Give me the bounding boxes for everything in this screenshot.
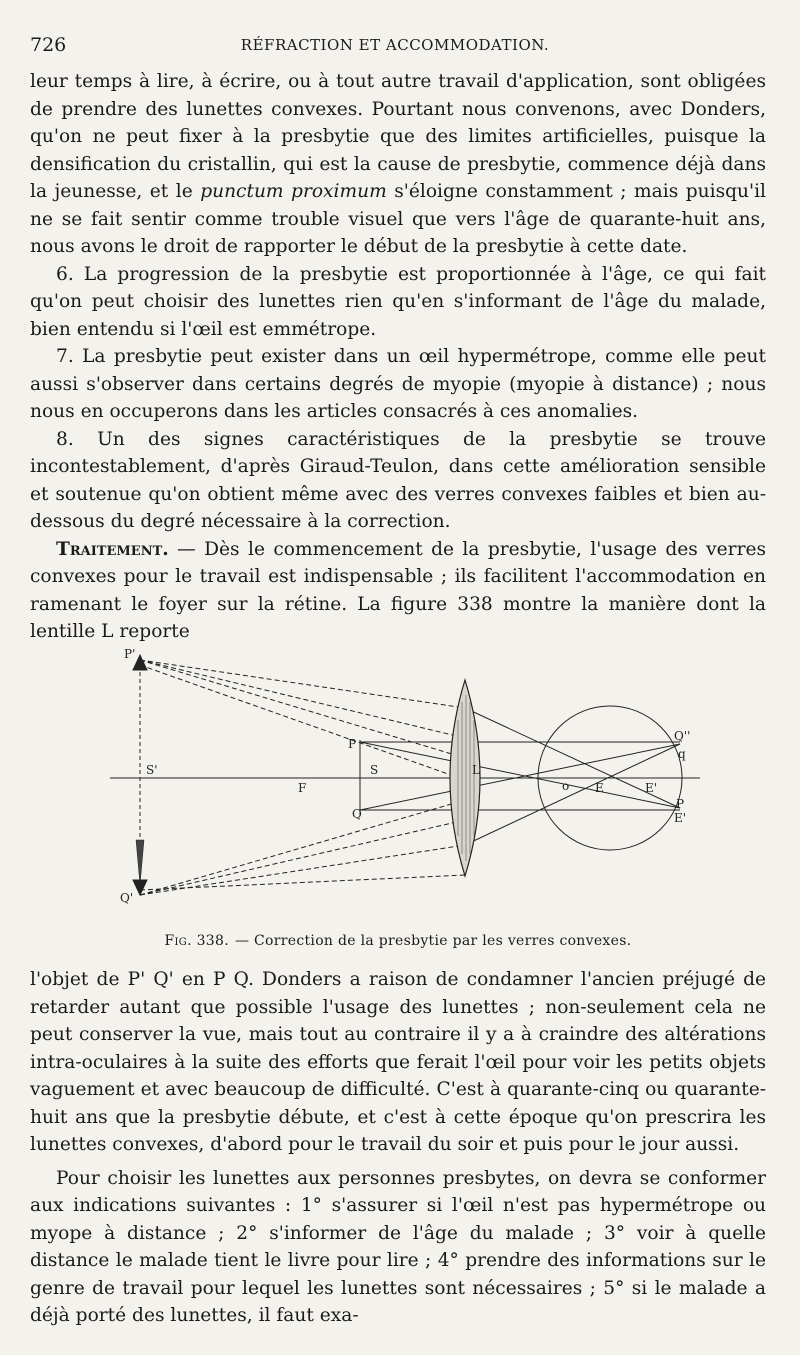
label-E1: E' xyxy=(645,781,658,795)
italic-term: punctum proximum xyxy=(200,181,387,202)
ray xyxy=(140,800,465,895)
traitement-text: — Dès le commencement de la presbytie, l'usage des verres convexes pour le travail est indispensable ; ils facilitent l'accommodation en ramenant le foyer sur la rétine. La figure 338 montre la manière dont la lentille L reporte xyxy=(30,538,766,642)
figure-number: Fig. 338. xyxy=(164,933,229,949)
label-q: q xyxy=(678,747,686,761)
label-P: P xyxy=(348,737,357,751)
label-F: F xyxy=(298,781,307,795)
caption-text: — Correction de la presbytie par les verres convexes. xyxy=(234,933,632,949)
paragraph-7: 7. La presbytie peut exister dans un œil hypermétrope, comme elle peut aussi s'observer dans certains degrés de myopie (myopie à distance) ; nous nous en occuperons dans les articles consacrés à ces anomalies. xyxy=(30,346,766,422)
label-O: o xyxy=(562,779,570,793)
label-P2: P xyxy=(676,797,685,811)
para-a-text: leur temps à lire, à écrire, ou à tout autre travail d'application, sont obligées de prendre des lunettes convexes. Pourtant nous convenons, avec Donders, qu'on ne peut fixer à la presbytie que des limites artificielles, puisque la densification du cristallin, qui est la cause de presbytie, commence déjà dans la jeunesse, et le xyxy=(30,71,766,202)
paragraph-c: Pour choisir les lunettes aux personnes presbytes, on devra se conformer aux indications suivantes : 1° s'assurer si l'œil n'est pas hypermétrope ou myope à distance ; 2° s'informer de l'âge du malade ; 3° voir à quelle distance le malade tient le livre pour lire ; 4° prendre des informations sur le genre de travail pour lequel les lunettes sont nécessaires ; 5° si le malade a déjà porté des lunettes, il faut exa- xyxy=(30,1167,766,1326)
paragraph-continuation xyxy=(30,68,766,261)
page-header xyxy=(30,34,760,58)
ray xyxy=(360,742,680,808)
paragraph-continuation-b: l'objet de P' Q' en P Q. Donders a raison de condamner l'ancien préjugé de retarder autant que possible l'usage des lunettes ; non-seulement cela ne peut conserver la vue, mais tout au contraire il y a à craindre des altérations intra-oculaires à la suite des efforts que ferait l'œil pour voir les petits objets vaguement et avec beaucoup de difficulté. C'est à quarante-cinq ou quarante-huit ans que la presbytie débute, et c'est à cette époque qu'on prescrira les lunettes convexes, d'abord pour le travail du soir et puis pour le jour aussi. xyxy=(30,969,766,1155)
label-L: L xyxy=(472,763,480,777)
ray xyxy=(140,660,465,708)
figure-caption xyxy=(30,933,766,949)
label-S1: S' xyxy=(146,763,158,777)
convex-lens xyxy=(450,680,480,876)
running-title: RÉFRACTION ET ACCOMMODATION. xyxy=(240,36,550,54)
section-label: Traitement. xyxy=(56,538,169,560)
label-P1: P' xyxy=(124,647,136,661)
ray xyxy=(360,744,680,810)
text-block-bottom xyxy=(30,966,766,1330)
label-S: S xyxy=(370,763,379,777)
text-block-top xyxy=(30,68,766,646)
label-Q: Q xyxy=(352,807,362,821)
label-Q2: Q'' xyxy=(674,729,691,743)
ray xyxy=(140,820,465,895)
label-E2: E' xyxy=(674,811,687,825)
paragraph-8: 8. Un des signes caractéristiques de la presbytie se trouve incontestablement, d'après Giraud-Teulon, dans cette amélioration sensible et soutenue qu'on obtient même avec des verres convexes faibles et bien au-dessous du degré nécessaire à la correction. xyxy=(30,428,766,532)
page-number: 726 xyxy=(30,34,67,56)
label-E: E xyxy=(595,781,604,795)
paragraph-traitement xyxy=(30,536,766,646)
optics-figure xyxy=(100,640,740,920)
far-object-shade xyxy=(136,840,144,885)
label-Q1: Q' xyxy=(120,891,134,905)
para-a-end: s'éloigne constamment ; mais puisqu'il ne se fait sentir comme trouble visuel que vers l'âge de quarante-huit ans, nous avons le droit de rapporter le début de la presbytie à cette date. xyxy=(30,181,766,257)
ray xyxy=(140,660,465,738)
ray xyxy=(140,875,465,890)
paragraph-6: 6. La progression de la presbytie est proportionnée à l'âge, ce qui fait qu'on peut choisir des lunettes rien qu'en s'informant de l'âge du malade, bien entendu si l'œil est emmétrope. xyxy=(30,263,766,340)
ray xyxy=(140,665,465,780)
ray xyxy=(140,660,465,758)
